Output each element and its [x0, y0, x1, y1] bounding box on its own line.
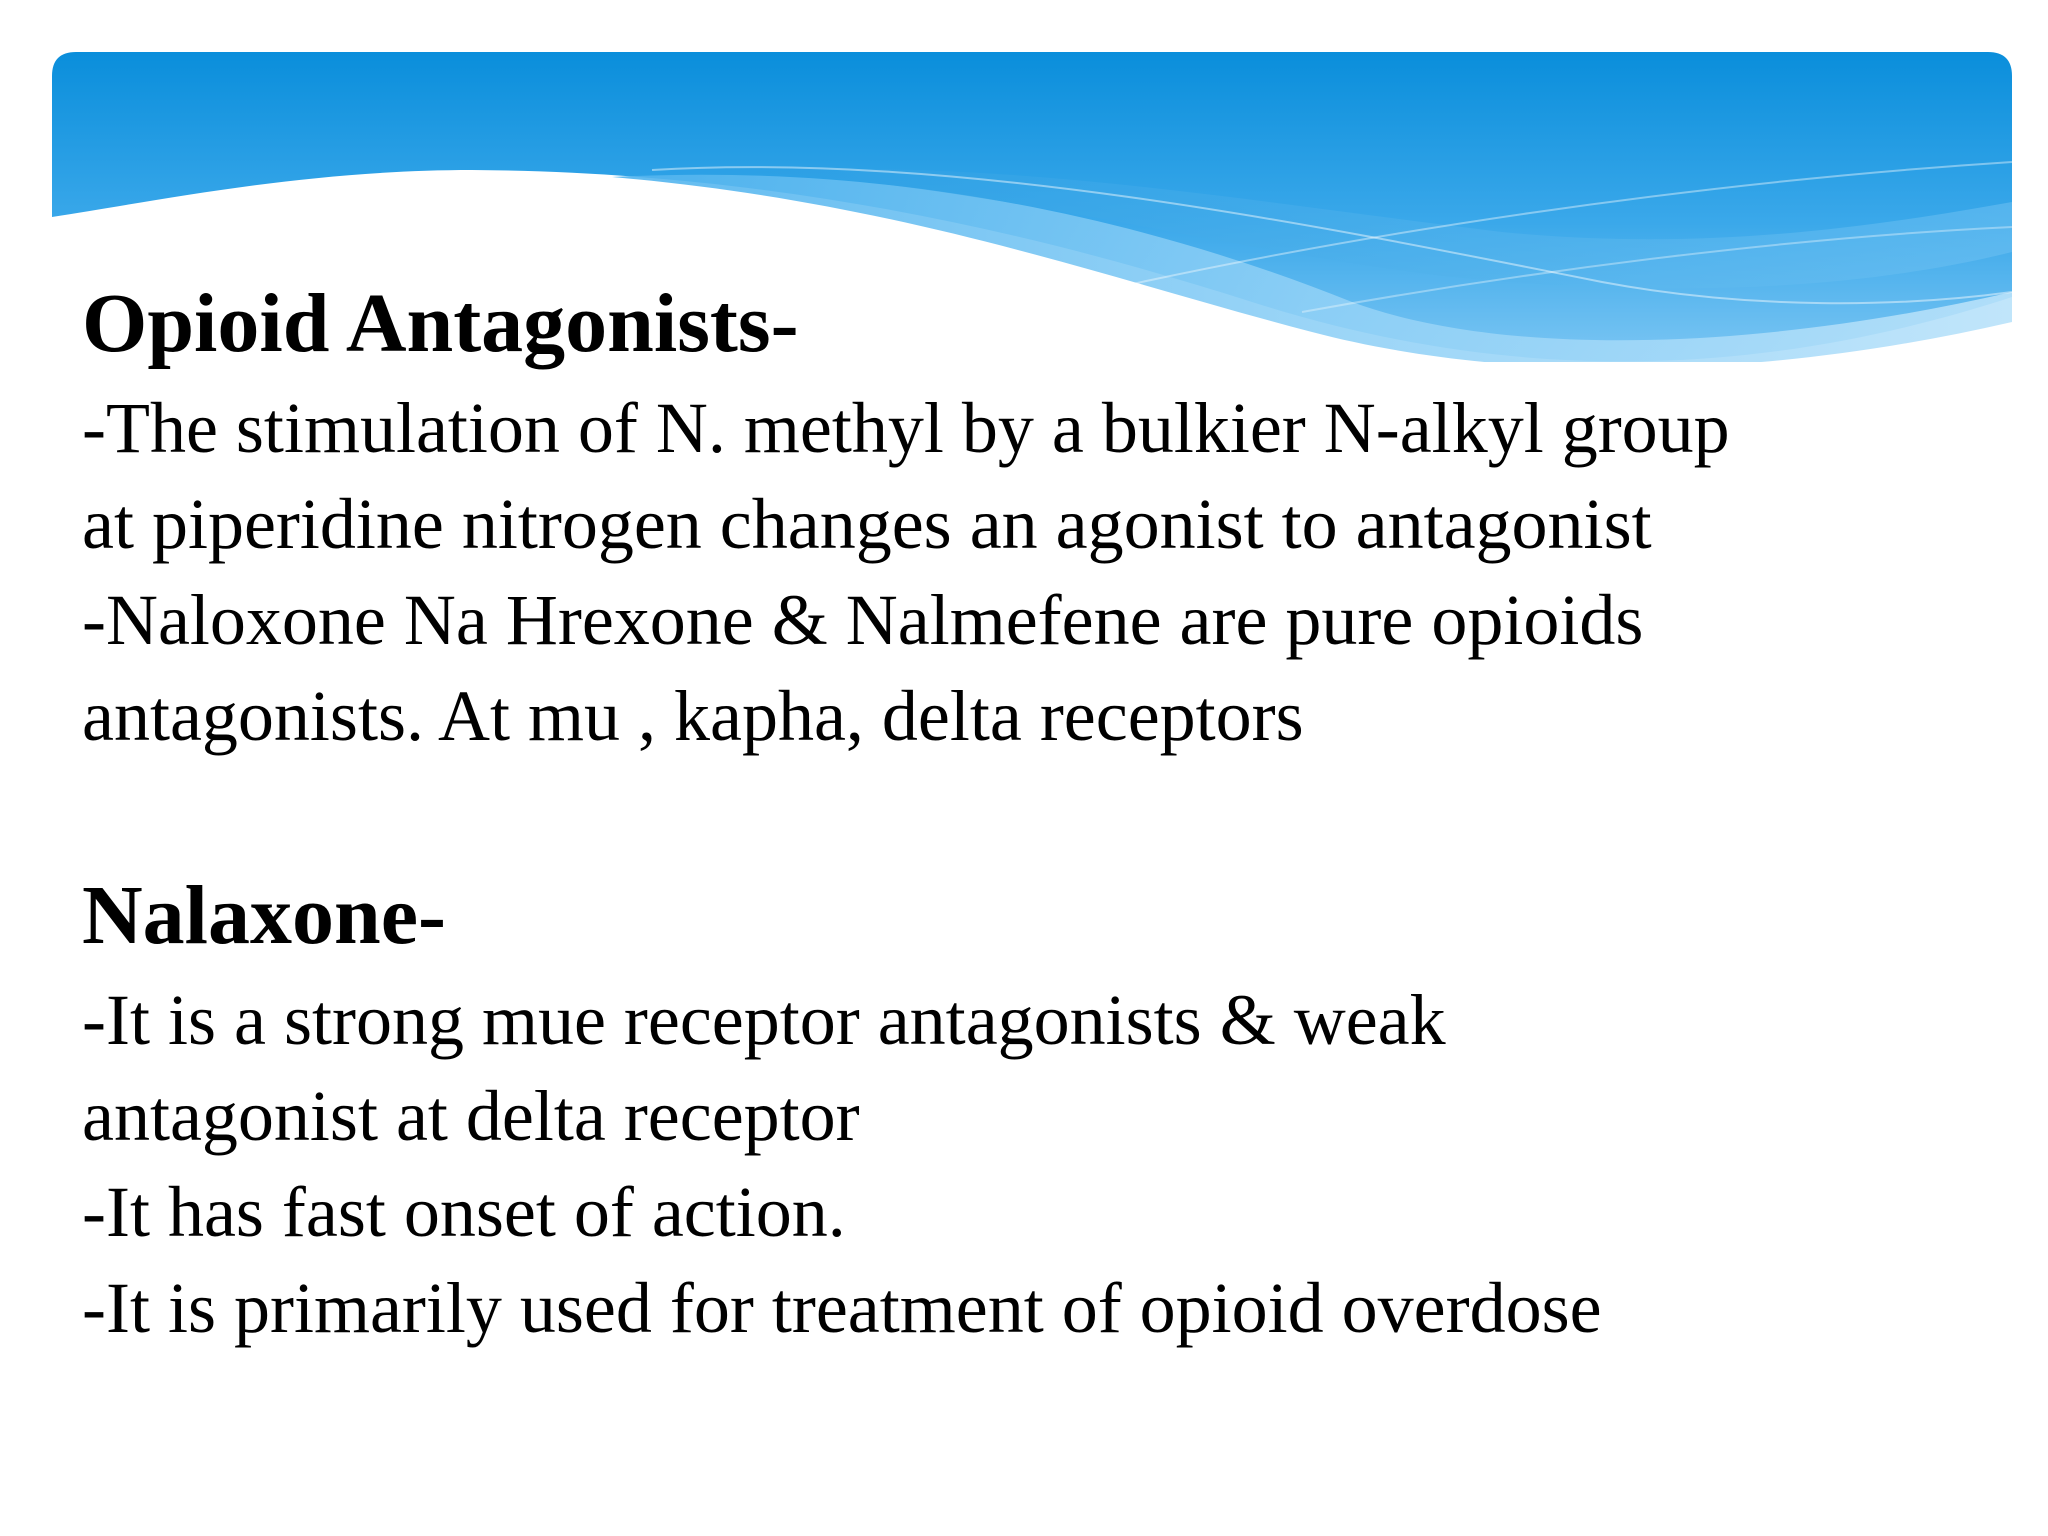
- section-heading: Nalaxone-: [82, 869, 446, 962]
- body-line: -It has fast onset of action.: [82, 1172, 846, 1252]
- body-line: -It is primarily used for treatment of opioid overdose: [82, 1268, 1602, 1348]
- slide-content: [82, 268, 1982, 1356]
- body-line: antagonist at delta receptor: [82, 1076, 860, 1156]
- section-nalaxone: [82, 860, 1982, 1356]
- body-line: at piperidine nitrogen changes an agonist to antagonist: [82, 484, 1652, 564]
- section-spacer: [82, 764, 1982, 860]
- body-line: -Naloxone Na Hrexone & Nalmefene are pure opioids: [82, 580, 1644, 660]
- body-line: antagonists. At mu , kapha, delta receptors: [82, 676, 1304, 756]
- section-heading: Opioid Antagonists-: [82, 277, 799, 370]
- section-opioid-antagonists: [82, 268, 1982, 764]
- body-line: -It is a strong mue receptor antagonists & weak: [82, 980, 1446, 1060]
- body-line: -The stimulation of N. methyl by a bulkier N-alkyl group: [82, 388, 1730, 468]
